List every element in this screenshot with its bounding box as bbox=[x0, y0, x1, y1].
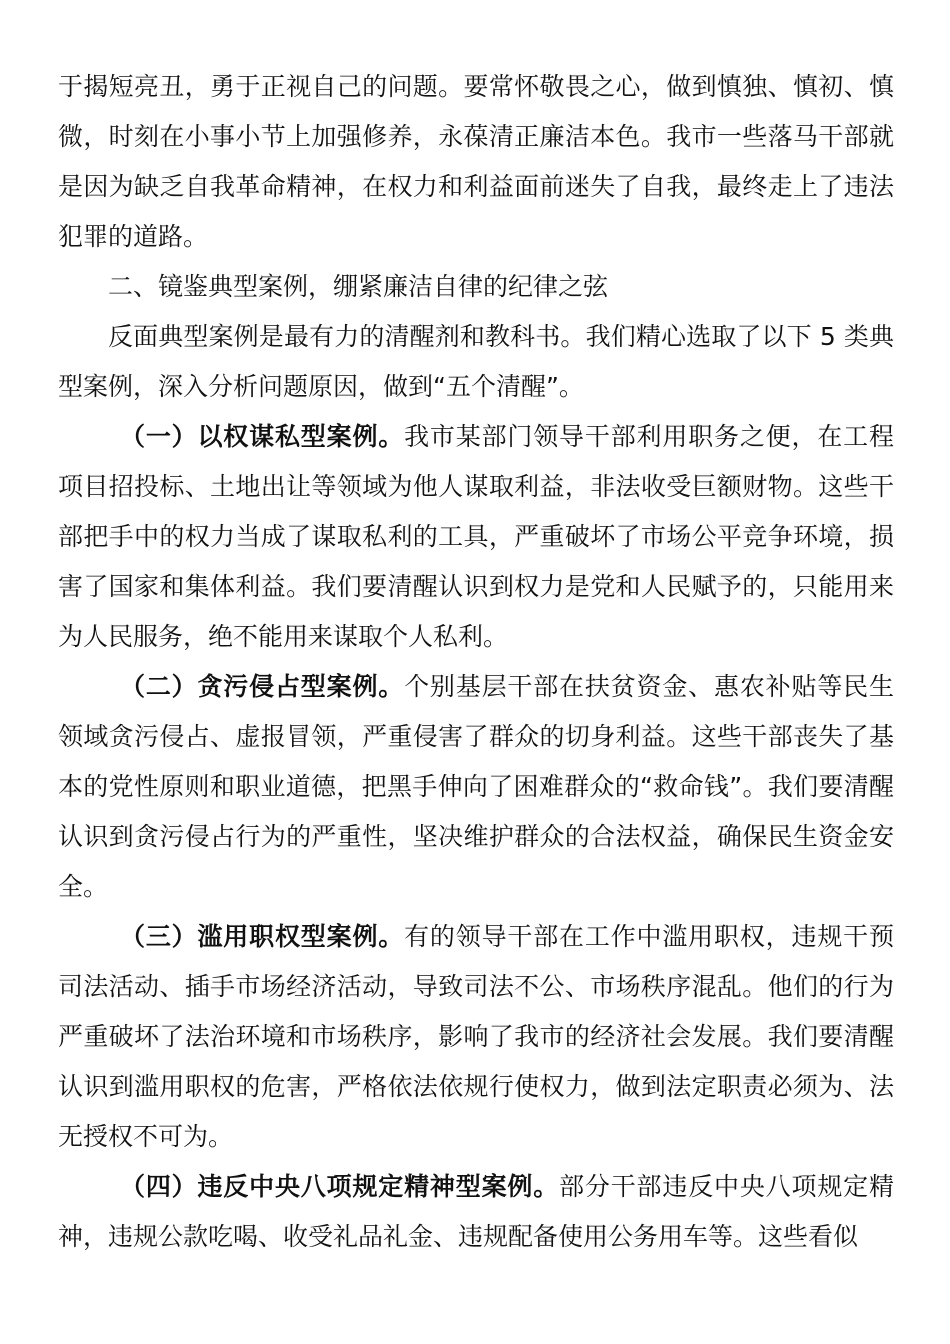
case-body-2: 个别基层干部在扶贫资金、惠农补贴等民生领域贪污侵占、虚报冒领，严重侵害了群众的切身利益。这些干部丧失了基本的党性原则和职业道德，把黑手伸向了困难群众的“救命钱”。我们要清醒认识到贪污侵占行为的严重性，坚决维护群众的合法权益，确保民生资金安全。 bbox=[58, 672, 894, 901]
case-title-2: （二）贪污侵占型案例。 bbox=[120, 672, 405, 701]
case-paragraph-2 bbox=[58, 662, 894, 912]
case-body-3: 有的领导干部在工作中滥用职权，违规干预司法活动、插手市场经济活动，导致司法不公、市场秩序混乱。他们的行为严重破坏了法治环境和市场秩序，影响了我市的经济社会发展。我们要清醒认识到滥用职权的危害，严格依法依规行使权力，做到法定职责必须为、法无授权不可为。 bbox=[58, 922, 894, 1151]
case-body-1: 我市某部门领导干部利用职务之便，在工程项目招投标、土地出让等领域为他人谋取利益，非法收受巨额财物。这些干部把手中的权力当成了谋取私利的工具，严重破坏了市场公平竞争环境，损害了国家和集体利益。我们要清醒认识到权力是党和人民赋予的，只能用来为人民服务，绝不能用来谋取个人私利。 bbox=[58, 422, 894, 651]
case-title-3: （三）滥用职权型案例。 bbox=[120, 922, 405, 951]
case-paragraph-3 bbox=[58, 912, 894, 1162]
section-intro: 反面典型案例是最有力的清醒剂和教科书。我们精心选取了以下 5 类典型案例，深入分析问题原因，做到“五个清醒”。 bbox=[58, 322, 894, 401]
case-paragraph-1 bbox=[58, 412, 894, 662]
case-title-1: （一）以权谋私型案例。 bbox=[120, 422, 405, 451]
case-paragraph-4 bbox=[58, 1162, 894, 1262]
document-page bbox=[58, 62, 894, 1262]
case-body-4: 部分干部违反中央八项规定精神，违规公款吃喝、收受礼品礼金、违规配备使用公务用车等。这些看似 bbox=[58, 1172, 894, 1251]
section-heading: 二、镜鉴典型案例，绷紧廉洁自律的纪律之弦 bbox=[108, 272, 609, 301]
paragraph-continuation: 于揭短亮丑，勇于正视自己的问题。要常怀敬畏之心，做到慎独、慎初、慎微，时刻在小事小节上加强修养，永葆清正廉洁本色。我市一些落马干部就是因为缺乏自我革命精神，在权力和利益面前迷失了自我，最终走上了违法犯罪的道路。 bbox=[58, 72, 894, 251]
case-title-4: （四）违反中央八项规定精神型案例。 bbox=[120, 1172, 560, 1201]
